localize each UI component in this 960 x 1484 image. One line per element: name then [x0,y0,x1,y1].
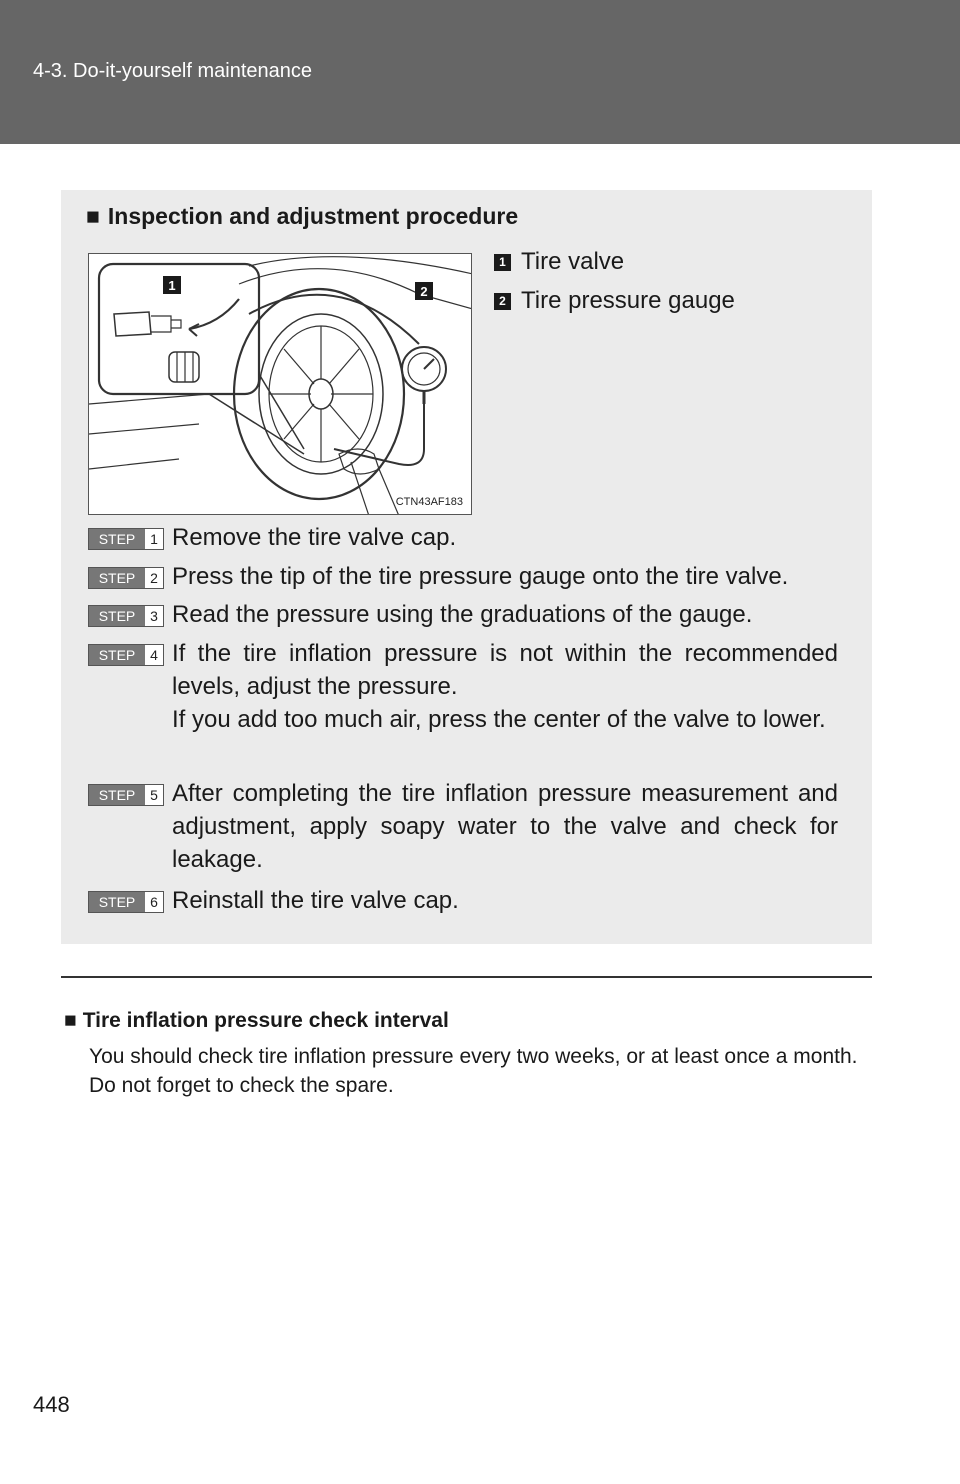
step-4 [88,637,838,736]
step-badge: STEP 4 [88,644,164,666]
step-text: After completing the tire inflation pressure measurement and adjustment, apply soapy water to the valve and check for leakage. [172,780,838,873]
step-badge: STEP 5 [88,784,164,806]
note-heading-text: Tire inflation pressure check interval [82,1009,449,1032]
section-title: 4-3. Do-it-yourself maintenance [33,60,313,82]
procedure-heading [86,203,518,230]
legend-item-tire-valve [494,248,624,276]
page-header [0,0,960,144]
step-3 [88,598,838,631]
note-square-icon: ■ [64,1009,77,1032]
legend-label: Tire valve [521,248,625,275]
step-5 [88,777,838,876]
note-heading [64,1009,449,1033]
figure-code: CTN43AF183 [395,496,463,508]
step-text: Press the tip of the tire pressure gauge onto the tire valve. [172,563,789,590]
heading-square-icon: ■ [86,203,100,229]
step-text: Remove the tire valve cap. [172,524,457,551]
step-text: Read the pressure using the graduations of the gauge. [172,601,753,628]
step-badge: STEP 2 [88,567,164,589]
step-1 [88,521,838,554]
note-paragraph: Do not forget to check the spare. [89,1074,394,1097]
step-badge: STEP 3 [88,605,164,627]
legend-number-1: 1 [494,254,511,271]
note-paragraph: You should check tire inflation pressure every two weeks, or at least once a month. [89,1045,858,1068]
legend-item-pressure-gauge [494,287,735,315]
callout-2: 2 [420,284,428,299]
tire-illustration [88,253,472,515]
tire-diagram [89,254,472,515]
callout-1: 1 [168,278,176,293]
legend-label: Tire pressure gauge [521,287,735,314]
step-subtext: If you add too much air, press the center of the valve to lower. [172,706,826,733]
procedure-heading-text: Inspection and adjustment procedure [107,203,519,229]
note-body [89,1042,862,1100]
step-text: If the tire inflation pressure is not within the recommended levels, adjust the pressure. [172,640,838,700]
step-2 [88,560,838,593]
step-badge: STEP 1 [88,528,164,550]
section-divider [61,976,872,978]
step-text: Reinstall the tire valve cap. [172,887,459,914]
step-badge: STEP 6 [88,891,164,913]
page-number: 448 [33,1392,70,1417]
legend-number-2: 2 [494,293,511,310]
step-6 [88,884,838,917]
